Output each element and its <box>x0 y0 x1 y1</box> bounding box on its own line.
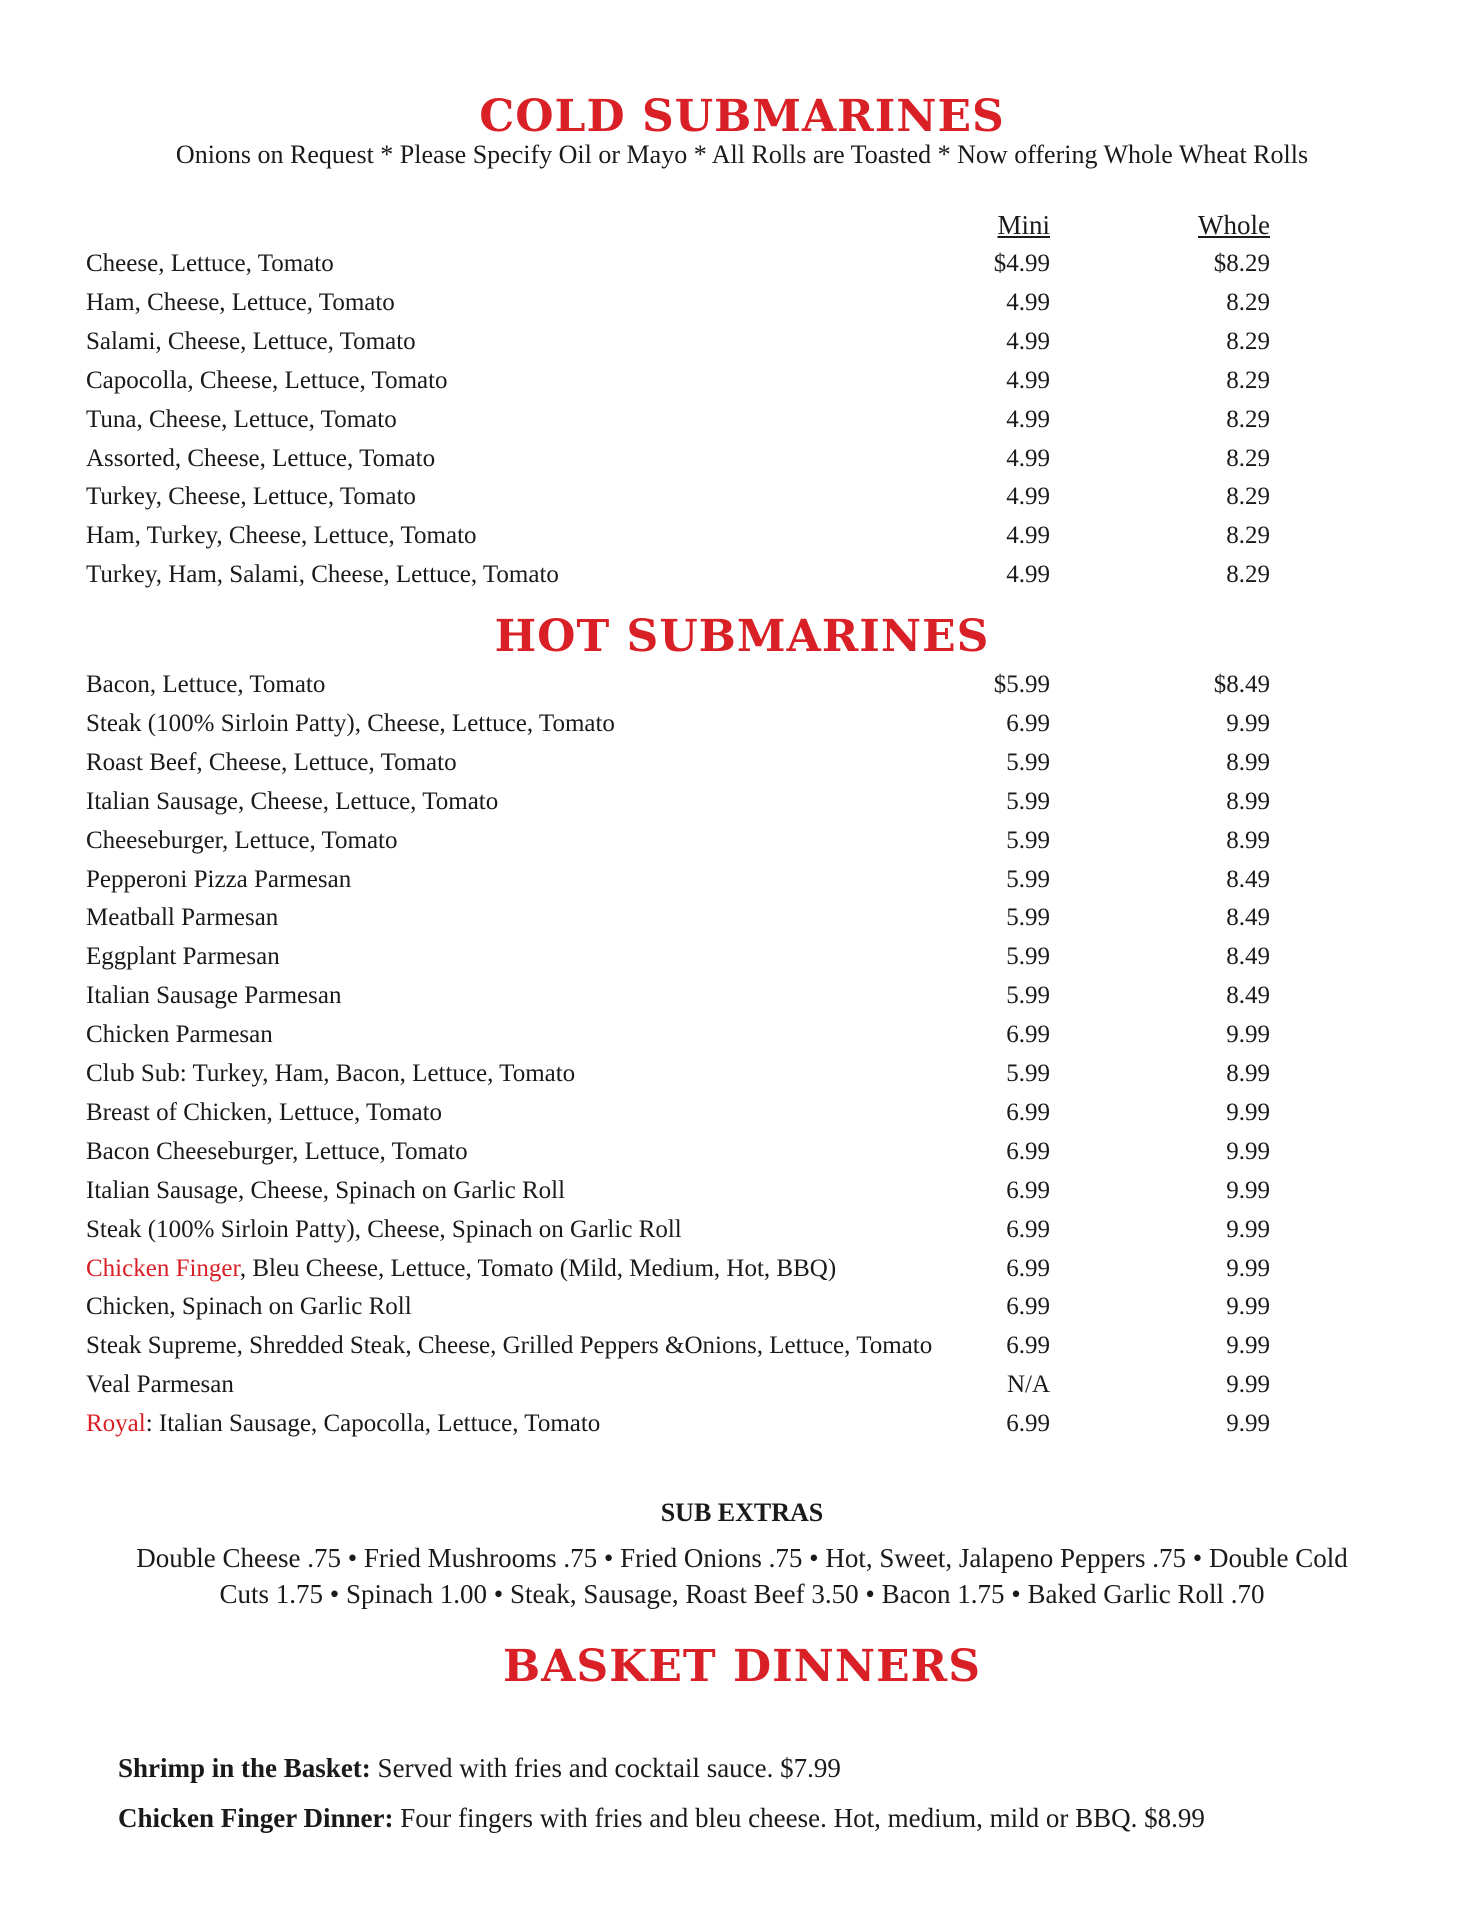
menu-item-name <box>86 1290 412 1324</box>
menu-item-name <box>86 1057 575 1091</box>
menu-item-price-mini: $4.99 <box>993 250 1050 277</box>
menu-item-text: Assorted, Cheese, Lettuce, Tomato <box>86 444 436 472</box>
menu-item-price-whole: 8.49 <box>1226 904 1270 932</box>
menu-item-price-whole: 8.99 <box>1226 787 1270 815</box>
menu-item-name <box>86 1213 682 1247</box>
menu-item-name <box>86 1174 565 1208</box>
menu-item-price-whole: 8.49 <box>1226 865 1270 893</box>
menu-item-text: Ham, Cheese, Lettuce, Tomato <box>86 288 395 316</box>
menu-item-text: Cheese, Lettuce, Tomato <box>86 250 334 277</box>
basket-dinner-label: Chicken Finger Dinner: <box>118 1803 394 1833</box>
menu-item-price-mini: 6.99 <box>1006 1254 1050 1282</box>
menu-item-name <box>86 707 615 741</box>
menu-item-price-whole: 9.99 <box>1226 1371 1270 1399</box>
menu-item-price-mini: 5.99 <box>1006 904 1050 932</box>
menu-item-price-mini: 6.99 <box>1006 1332 1050 1360</box>
menu-item-row <box>0 1290 1484 1324</box>
menu-item-price-mini: 6.99 <box>1006 709 1050 737</box>
basket-dinner-label: Shrimp in the Basket: <box>118 1753 371 1783</box>
menu-item-price-mini: 6.99 <box>1006 1137 1050 1165</box>
menu-item-text: Roast Beef, Cheese, Lettuce, Tomato <box>86 748 457 776</box>
menu-item-row <box>0 325 1484 359</box>
hot-submarines-title: HOT SUBMARINES <box>494 611 990 662</box>
sub-extras-title: SUB EXTRAS <box>660 1498 824 1527</box>
menu-item-price-mini: 5.99 <box>1006 748 1050 776</box>
menu-item-price-whole: 9.99 <box>1226 1137 1270 1165</box>
menu-item-price-mini: 5.99 <box>1006 943 1050 971</box>
menu-item-price-whole: 8.99 <box>1226 1060 1270 1087</box>
menu-item-name <box>86 1368 234 1402</box>
menu-item-text: Steak (100% Sirloin Patty), Cheese, Lettuce, Tomato <box>86 709 615 737</box>
menu-item-text: Veal Parmesan <box>86 1371 234 1399</box>
menu-item-name <box>86 668 325 702</box>
menu-item-row <box>0 558 1484 592</box>
column-header-mini: Mini <box>997 210 1050 240</box>
menu-item-name <box>86 901 278 935</box>
menu-item-name <box>86 286 395 320</box>
menu-item-text: Italian Sausage, Cheese, Lettuce, Tomato <box>86 787 499 815</box>
menu-item-price-mini: N/A <box>1006 1371 1050 1399</box>
menu-item-text: Turkey, Cheese, Lettuce, Tomato <box>86 483 416 511</box>
menu-item-text: Cheeseburger, Lettuce, Tomato <box>86 826 398 854</box>
menu-item-price-whole: 8.49 <box>1226 943 1270 971</box>
sub-extras-text: Double Cheese .75 • Fried Mushrooms .75 • Fried Onions .75 • Hot, Sweet, Jalapeno Peppers .75 • Double Cold Cuts 1.75 • Spinach 1.00 • Steak, Sausage, Roast Beef 3.50 • Bacon 1.75 • Baked Garlic Roll .70 <box>136 1543 1348 1609</box>
menu-item-price-whole: 9.99 <box>1226 1410 1270 1438</box>
menu-item-price-mini: 4.99 <box>1006 483 1050 511</box>
menu-item-price-mini: 5.99 <box>1006 826 1050 854</box>
menu-item-text: Italian Sausage, Cheese, Spinach on Garlic Roll <box>86 1176 566 1204</box>
menu-item-price-whole: 8.29 <box>1226 522 1270 550</box>
menu-item-name <box>86 480 416 514</box>
menu-item-name <box>86 1252 836 1286</box>
menu-item-text: Pepperoni Pizza Parmesan <box>86 865 352 893</box>
menu-item-row <box>0 364 1484 398</box>
menu-item-row <box>0 1096 1484 1130</box>
menu-item-text: Breast of Chicken, Lettuce, Tomato <box>86 1098 443 1126</box>
menu-item-name <box>86 1329 932 1363</box>
menu-item-row <box>0 1368 1484 1402</box>
menu-item-price-whole: 9.99 <box>1226 1176 1270 1204</box>
basket-dinners-title: BASKET DINNERS <box>503 1641 981 1692</box>
menu-item-name <box>86 325 416 359</box>
basket-dinner-item <box>118 1755 841 1782</box>
menu-item-name <box>86 785 498 819</box>
menu-item-price-whole: 8.29 <box>1226 444 1270 472</box>
menu-item-price-whole: 8.29 <box>1226 288 1270 316</box>
menu-item-name <box>86 247 334 281</box>
menu-item-row <box>0 286 1484 320</box>
menu-item-price-mini: $5.99 <box>993 671 1050 698</box>
menu-item-price-whole: 8.49 <box>1226 982 1270 1010</box>
menu-item-row <box>0 824 1484 858</box>
menu-item-price-mini: 5.99 <box>1006 982 1050 1010</box>
menu-item-text: Steak Supreme, Shredded Steak, Cheese, Grilled Peppers &Onions, Lettuce, Tomato <box>86 1332 933 1360</box>
cold-submarines-title: COLD SUBMARINES <box>479 91 1005 142</box>
menu-item-name <box>86 1135 468 1169</box>
menu-item-price-whole: 9.99 <box>1226 1293 1270 1321</box>
menu-item-name <box>86 940 280 974</box>
cold-submarines-subtitle: Onions on Request * Please Specify Oil or Mayo * All Rolls are Toasted * Now offering Whole Wheat Rolls <box>175 140 1309 169</box>
menu-item-row <box>0 901 1484 935</box>
menu-item-text: Club Sub: Turkey, Ham, Bacon, Lettuce, Tomato <box>86 1060 576 1087</box>
menu-item-price-mini: 6.99 <box>1006 1215 1050 1243</box>
menu-item-price-mini: 4.99 <box>1006 522 1050 550</box>
menu-item-price-whole: 8.29 <box>1226 561 1270 589</box>
menu-item-name <box>86 824 398 858</box>
basket-dinner-description: Served with fries and cocktail sauce. $7.99 <box>370 1753 841 1783</box>
menu-item-price-whole: 8.99 <box>1226 826 1270 854</box>
menu-item-text: Ham, Turkey, Cheese, Lettuce, Tomato <box>86 522 477 550</box>
menu-item-row <box>0 940 1484 974</box>
menu-item-price-whole: 8.99 <box>1226 748 1270 776</box>
menu-item-row <box>0 403 1484 437</box>
menu-item-price-whole: 8.29 <box>1226 405 1270 433</box>
menu-item-text: Chicken Parmesan <box>86 1021 273 1049</box>
menu-item-row <box>0 979 1484 1013</box>
basket-dinner-description: Four fingers with fries and bleu cheese. Hot, medium, mild or BBQ. $8.99 <box>393 1803 1205 1833</box>
menu-item-price-whole: 9.99 <box>1226 1098 1270 1126</box>
menu-item-name <box>86 519 477 553</box>
menu-item-name <box>86 1096 442 1130</box>
menu-item-price-mini: 6.99 <box>1006 1293 1050 1321</box>
menu-item-text: Salami, Cheese, Lettuce, Tomato <box>86 327 416 355</box>
menu-item-price-mini: 4.99 <box>1006 405 1050 433</box>
menu-item-name <box>86 364 448 398</box>
menu-item-text: Steak (100% Sirloin Patty), Cheese, Spinach on Garlic Roll <box>86 1215 682 1243</box>
menu-item-price-mini: 6.99 <box>1006 1176 1050 1204</box>
menu-item-row <box>0 707 1484 741</box>
menu-item-price-mini: 6.99 <box>1006 1410 1050 1438</box>
menu-item-text: : Italian Sausage, Capocolla, Lettuce, Tomato <box>145 1410 601 1438</box>
menu-item-name <box>86 979 341 1013</box>
menu-item-text: Bacon Cheeseburger, Lettuce, Tomato <box>86 1137 468 1165</box>
menu-item-row <box>0 1018 1484 1052</box>
menu-item-text: Turkey, Ham, Salami, Cheese, Lettuce, Tomato <box>86 561 559 589</box>
menu-item-row <box>0 785 1484 819</box>
menu-item-price-whole: $8.29 <box>1213 250 1270 277</box>
menu-item-price-mini: 6.99 <box>1006 1098 1050 1126</box>
menu-item-name <box>86 746 457 780</box>
menu-item-text: Bacon, Lettuce, Tomato <box>86 671 326 698</box>
menu-item-price-whole: 9.99 <box>1226 1254 1270 1282</box>
menu-item-row <box>0 1135 1484 1169</box>
menu-item-name <box>86 442 435 476</box>
menu-item-name <box>86 1018 273 1052</box>
menu-item-row <box>0 1057 1484 1091</box>
menu-item-price-mini: 5.99 <box>1006 865 1050 893</box>
menu-item-row <box>0 746 1484 780</box>
menu-item-row <box>0 1213 1484 1247</box>
menu-item-text: Meatball Parmesan <box>86 904 279 932</box>
menu-item-price-mini: 5.99 <box>1006 787 1050 815</box>
menu-item-price-whole: 8.29 <box>1226 366 1270 394</box>
menu-item-row <box>0 480 1484 514</box>
menu-item-row <box>0 1252 1484 1286</box>
menu-item-highlight: Chicken Finger <box>86 1254 240 1282</box>
menu-item-price-whole: $8.49 <box>1213 671 1270 698</box>
menu-item-name <box>86 558 559 592</box>
menu-item-price-whole: 9.99 <box>1226 709 1270 737</box>
menu-item-price-whole: 9.99 <box>1226 1332 1270 1360</box>
menu-item-text: Tuna, Cheese, Lettuce, Tomato <box>86 405 397 433</box>
menu-item-price-mini: 4.99 <box>1006 561 1050 589</box>
menu-item-row <box>0 863 1484 897</box>
basket-dinner-item <box>118 1805 1205 1832</box>
column-header-whole: Whole <box>1198 210 1270 240</box>
menu-item-row <box>0 442 1484 476</box>
menu-item-row <box>0 1407 1484 1441</box>
menu-item-price-mini: 5.99 <box>1006 1060 1050 1087</box>
menu-item-price-whole: 9.99 <box>1226 1215 1270 1243</box>
menu-item-name <box>86 1407 600 1441</box>
menu-item-price-mini: 4.99 <box>1006 288 1050 316</box>
menu-item-text: Italian Sausage Parmesan <box>86 982 342 1010</box>
menu-item-price-mini: 4.99 <box>1006 444 1050 472</box>
menu-item-row <box>0 1329 1484 1363</box>
menu-item-price-mini: 4.99 <box>1006 327 1050 355</box>
menu-item-highlight: Royal <box>86 1410 146 1438</box>
menu-item-row <box>0 1174 1484 1208</box>
menu-item-row <box>0 519 1484 553</box>
menu-item-price-mini: 6.99 <box>1006 1021 1050 1049</box>
menu-item-name <box>86 403 397 437</box>
menu-item-text: Eggplant Parmesan <box>86 943 280 971</box>
menu-item-price-mini: 4.99 <box>1006 366 1050 394</box>
menu-item-name <box>86 863 351 897</box>
menu-item-price-whole: 9.99 <box>1226 1021 1270 1049</box>
menu-item-price-whole: 8.29 <box>1226 327 1270 355</box>
menu-item-text: Capocolla, Cheese, Lettuce, Tomato <box>86 366 448 394</box>
menu-item-text: Chicken, Spinach on Garlic Roll <box>86 1293 412 1321</box>
menu-item-price-whole: 8.29 <box>1226 483 1270 511</box>
menu-item-row <box>0 668 1484 702</box>
menu-item-text: , Bleu Cheese, Lettuce, Tomato (Mild, Medium, Hot, BBQ) <box>239 1254 837 1282</box>
menu-item-row <box>0 247 1484 281</box>
